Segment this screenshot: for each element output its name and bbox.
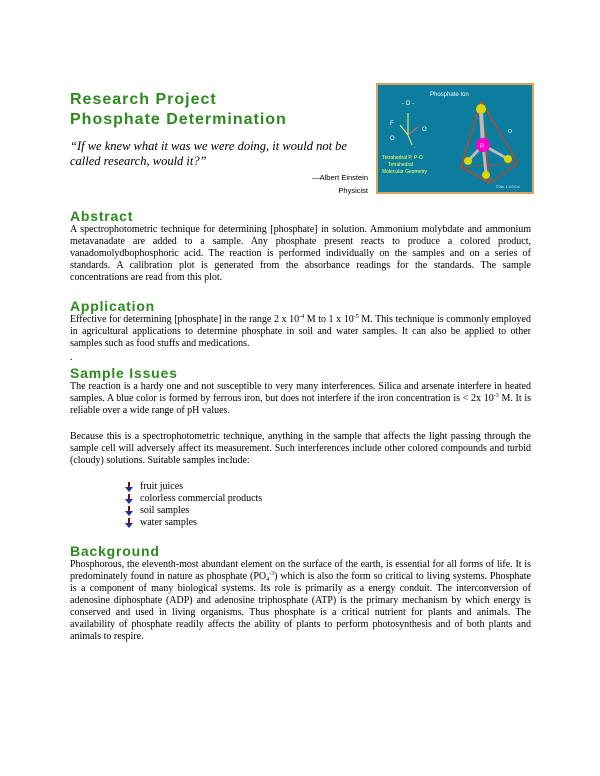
quote-author-role: Physicist [338,186,368,195]
oxygen-atom [482,171,490,179]
oxygen-atom [476,104,486,114]
svg-text:·: · [414,145,416,151]
phosphorus-label: P [480,144,485,150]
list-item-text: water samples [140,517,197,528]
sample-issues-text-b: M. It is reliable over a wide range of pH values. [70,393,531,416]
application-text-b: M to 1 x 10 [304,314,354,325]
down-arrow-bullet-icon [124,506,134,516]
application-exponent-1: -4 [299,314,305,320]
phosphate-ion-diagram [378,85,532,192]
svg-text:- O -: - O - [402,101,414,107]
down-arrow-bullet-icon [124,494,134,504]
application-text [70,314,531,350]
application-text-c: M. This technique is commonly employed in agricultural applications to determine phosphate in soil and water samples. It can also be applied to other samples such as food stuffs and medications. [70,314,531,349]
figure-label-2: Tetrahedral [388,162,414,168]
background-text-b: ) which is also the form so critical to living systems. Phosphate is a component of many biological systems. Its role is primarily as a energy conduit. The interconversion of adenosine diphosphate (ADP) and adenosine triphosphate (ATP) is the primary mechanism by which energy is conserved and used in living organisms. Thus phosphate is a critical nutrient for plants and animals. The availability of phosphate readily affects the ability of plants to perform photosynthesis and of both plants and animals to respire. [70,571,531,642]
svg-text:F: F [390,121,394,127]
list-item [124,505,262,517]
figure-title: Phosphate Ion [430,92,469,98]
oxygen-atom [504,155,512,163]
background-text [70,559,531,643]
down-arrow-bullet-icon [124,482,134,492]
abstract-text: A spectrophotometric technique for determining [phosphate] in solution. Ammonium molybdate and ammonium metavanadate are added to a sample. Any phosphate present reacts to produce a colored product, vanadomolydbophosphoric acid. The reaction is performed individually on the samples and on a series of standards. A calibration plot is generated from the absorbance readings for the standards. The sample concentrations are read from this plot. [70,224,531,283]
sample-issues-heading: Sample Issues [70,365,178,381]
einstein-quote: “If we knew what it was we were doing, it would not be called research, would it?” [70,139,347,168]
application-heading: Application [70,298,156,314]
list-item [124,481,262,493]
list-item-text: soil samples [140,505,190,516]
application-text-a: Effective for determining [phosphate] in the range 2 x 10 [70,314,300,325]
background-heading: Background [70,543,160,559]
application-exponent-2: -5 [353,314,359,320]
list-item-text: fruit juices [140,481,184,492]
abstract-heading: Abstract [70,208,134,224]
sample-issues-paragraph-2: Because this is a spectrophotometric technique, anything in the sample that affects the light passing through the sample cell will adversely affect its measurement. Such interferences include other colored compounds and turbid (cloudy) solutions. Suitable samples include: [70,431,531,466]
phosphate-ion-figure [376,83,534,194]
title-line-2: Phosphate Determination [70,111,287,128]
phosphate-subscript: 4 [266,577,270,583]
tetrahedron [461,101,518,183]
suitable-samples-list [124,481,262,529]
figure-label-3: Molecular Geometry [382,169,428,175]
iron-exponent: -3 [493,393,499,399]
title-line-1: Research Project [70,91,217,108]
stray-period: . [70,352,73,363]
list-item [124,517,262,529]
oxygen-atom [464,157,472,165]
small-molecule-sketch [390,101,427,151]
oxygen-label: O [508,129,512,135]
sample-issues-paragraph-1 [70,381,531,417]
quote-author: —Albert Einstein [312,173,368,182]
svg-text:O: O [422,127,427,133]
list-item-text: colorless commercial products [140,493,263,504]
svg-text:O: O [390,136,395,142]
phosphate-charge: -3 [269,571,275,577]
figure-credit: © Nc. 1.0.0.0.d [496,185,520,189]
list-item [124,493,262,505]
background-text-a: Phosphorous, the eleventh-most abundant element on the surface of the earth, is essential for all forms of life. It is predominately found in nature as phosphate (PO [70,559,531,582]
figure-label-1: Tetrahedral P, P-O [382,155,423,161]
quote-attribution [312,171,368,197]
sample-issues-text-a: The reaction is a hardy one and not susceptible to very many interferences. Silica and arsenate interfere in heated samples. A blue color is formed by ferrous iron, but does not interfere if the iron concentration is < 2x 10 [70,381,531,404]
page-title [70,90,287,130]
down-arrow-bullet-icon [124,518,134,528]
